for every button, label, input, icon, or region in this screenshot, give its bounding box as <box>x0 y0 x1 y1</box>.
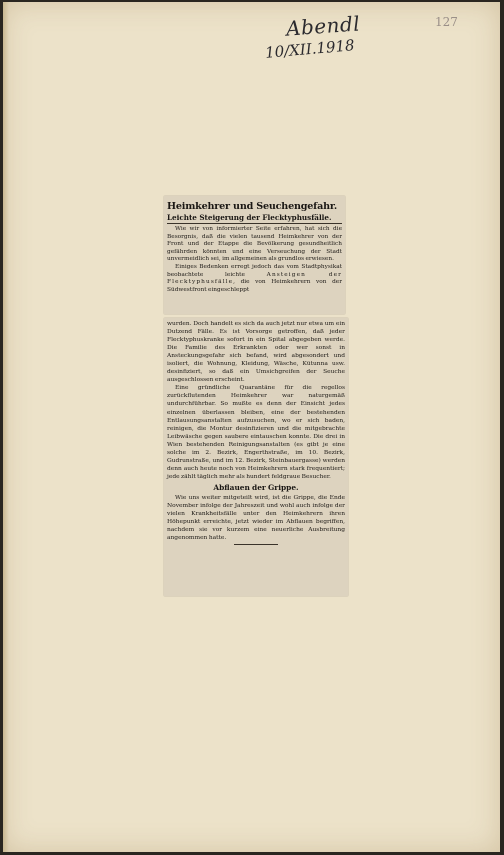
handwritten-source-note: Abendl <box>285 11 361 41</box>
newspaper-clipping-top <box>164 196 345 314</box>
section-heading-grippe: Abflauen der Grippe. <box>213 482 299 492</box>
article-intro-paragraph: Wie wir von informierter Seite erfahren, hat sich die Besorgnis, daß die vielen tausend Heimkehrer von der Front und der Etappe die Bevölkerung gesundheitlich gefährden könnten und eine Verseuchung der Stadt unvermeidlich sei, im allgemeinen als grundlos erwiesen. <box>167 226 342 263</box>
para2-end: , die von Heimkehrern von der Südwestfront eingeschleppt <box>167 279 342 293</box>
article-second-paragraph <box>167 264 342 294</box>
page-number-annotation: 127 <box>435 15 458 29</box>
article-subheadline: Leichte Steigerung der Flecktyphusfälle. <box>167 213 342 224</box>
article-continuation-paragraph: wurden. Doch handelt es sich da auch jetzt nur etwa um ein Dutzend Fälle. Es ist Vorsorge getroffen, daß jeder Flecktyphuskranke sofort in ein Spital abgegeben werde. Die Familie des Erkrankten oder wer sonst in Ansteckungsgefahr sich befand, wird abgesondert und isoliert, die Wohnung, Kleidung, Wäsche, Kütunna usw. desinfiziert, so daß ein Umsichgreifen der Seuche ausgeschlossen erscheint. <box>167 321 345 384</box>
para2-emphasis: Ansteigen der Flecktyphusfälle <box>167 271 342 286</box>
article-quarantine-paragraph: Eine gründliche Quarantäne für die regellos zurückflutenden Heimkehrer war naturgemäß undurchführbar. So mußte es denn der Einsicht jedes einzelnen überlassen bleiben, eine der bestehenden Entlausungsanstalten aufzusuchen, wo er sich baden, reinigen, die Montur desinfizieren und die mitgebrachte Leibwäsche gegen saubere eintauschen konnte. Die drei in Wien bestehenden Reinigungsanstalten (es gibt je eine solche im 2. Bezirk, Engerthstraße, im 10. Bezirk, Gudrunstraße, und im 12. Bezirk, Steinbauergasse) werden denn auch heute noch von Heimkehrern stark frequentiert; jede zählt täglich mehr als hundert feldgraue Besucher. <box>167 385 345 480</box>
article-body-bottom <box>167 320 345 545</box>
para2-start: Einiges Bedenken erregt jedoch das vom Stadtphysikat beobachtete leichte <box>167 263 342 278</box>
article-body-top <box>167 226 342 294</box>
newspaper-clipping-bottom <box>164 318 348 596</box>
end-rule-divider <box>234 544 278 545</box>
handwritten-date: 10/XII.1918 <box>264 36 356 62</box>
article-headline: Heimkehrer und Seuchengefahr. <box>167 201 337 212</box>
article-grippe-paragraph: Wie uns weiter mitgeteilt wird, ist die Grippe, die Ende November infolge der Jahreszeit und wohl auch infolge der vielen Krankheitsfälle unter den Heimkehrern ihren Höhepunkt erreichte, jetzt wieder im Abflauen begriffen, nachdem sie vor kurzem eine neuerliche Ausbreitung angenommen hatte. <box>167 494 345 542</box>
